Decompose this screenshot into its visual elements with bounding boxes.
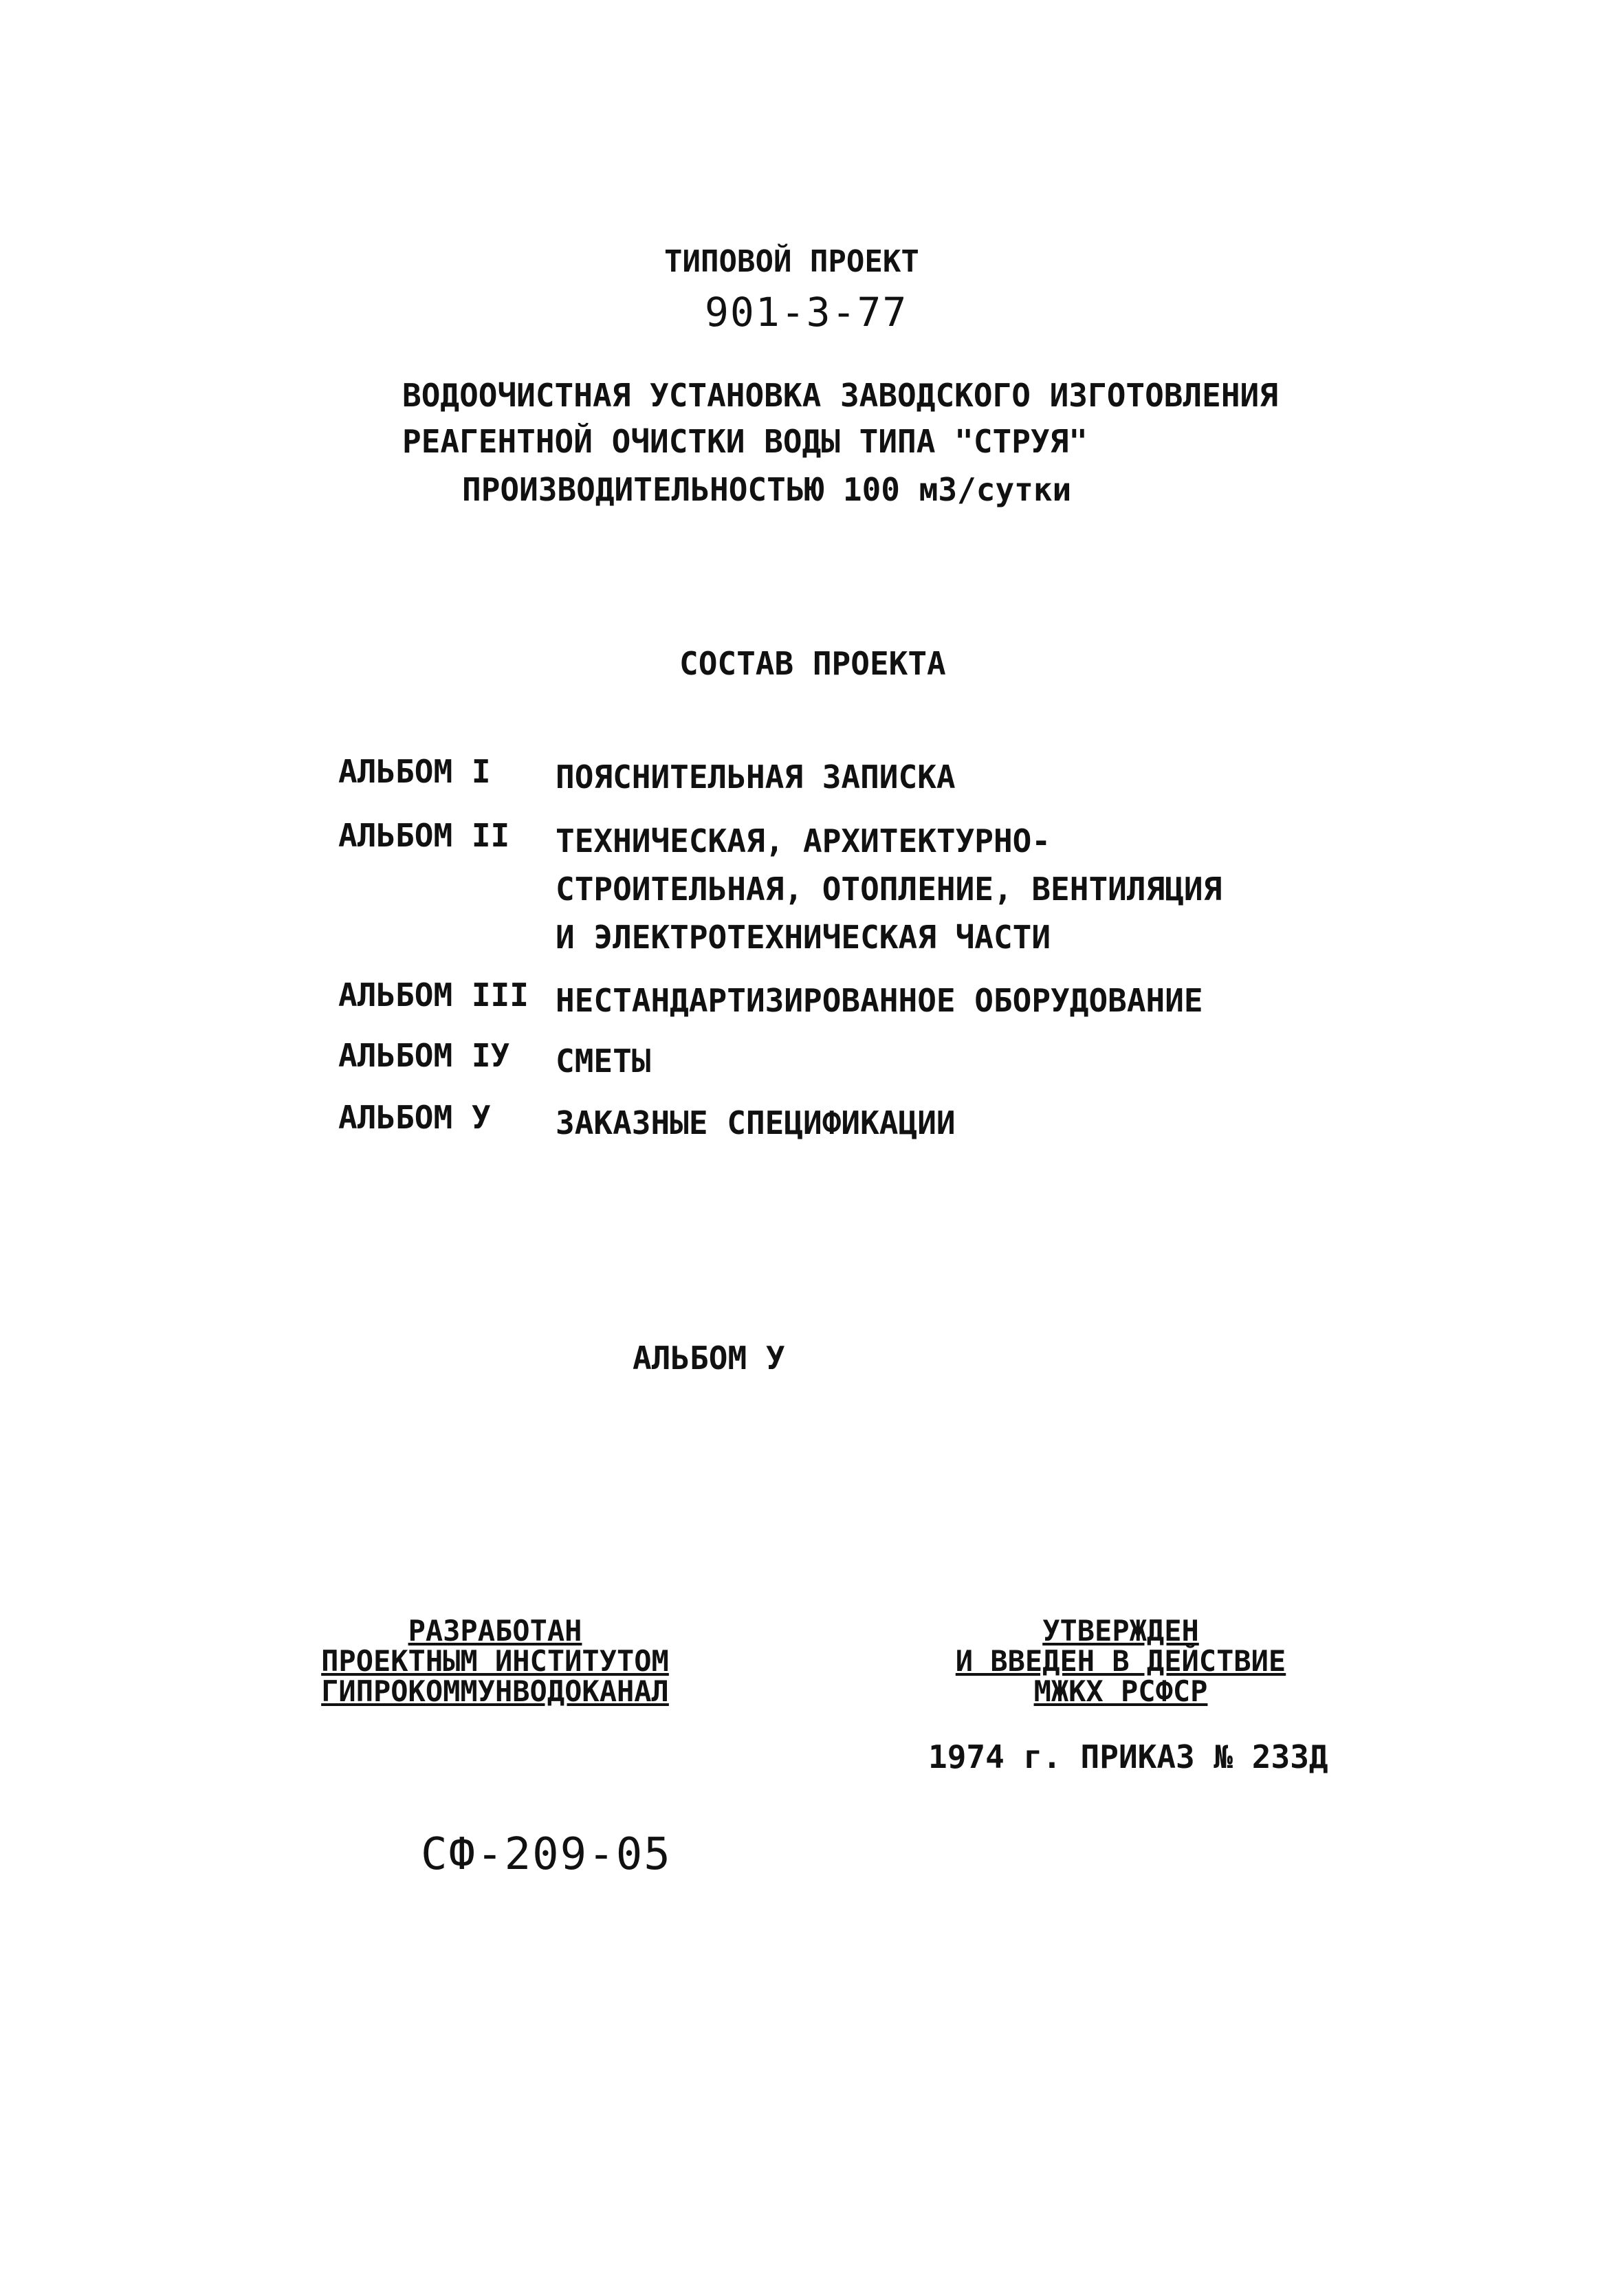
album-label: АЛЬБОМ У [338, 1099, 491, 1136]
composition-heading: СОСТАВ ПРОЕКТА [679, 645, 946, 682]
album-description: ЗАКАЗНЫЕ СПЕЦИФИКАЦИИ [556, 1104, 956, 1141]
album-description: ПОЯСНИТЕЛЬНАЯ ЗАПИСКА [556, 758, 956, 796]
album-label: АЛЬБОМ IУ [338, 1037, 510, 1074]
stamp-code: СФ-209-05 [421, 1829, 672, 1880]
title-line: ПРОИЗВОДИТЕЛЬНОСТЬЮ 100 м3/сутки [462, 471, 1072, 508]
album-label: АЛЬБОМ I [338, 753, 491, 790]
album-description: НЕСТАНДАРТИЗИРОВАННОЕ ОБОРУДОВАНИЕ [556, 982, 1203, 1019]
developed-by-block: РАЗРАБОТАН ПРОЕКТНЫМ ИНСТИТУТОМ ГИПРОКОММУНВОДОКАНАЛ [321, 1614, 669, 1708]
album-label: АЛЬБОМ II [338, 817, 510, 854]
title-line: ВОДООЧИСТНАЯ УСТАНОВКА ЗАВОДСКОГО ИЗГОТОВЛЕНИЯ [402, 377, 1278, 414]
approval-order: 1974 г. ПРИКАЗ № 23ЗД [928, 1738, 1328, 1775]
project-number: 901-3-77 [705, 289, 908, 336]
album-description: ТЕХНИЧЕСКАЯ, АРХИТЕКТУРНО- СТРОИТЕЛЬНАЯ, ОТОПЛЕНИЕ, ВЕНТИЛЯЦИЯ И ЭЛЕКТРОТЕХНИЧЕСКАЯ ЧАСТИ [556, 822, 1222, 956]
album-label: АЛЬБОМ III [338, 976, 529, 1014]
current-album: АЛЬБОМ У [633, 1340, 785, 1377]
album-description: СМЕТЫ [556, 1042, 651, 1080]
approved-block: УТВЕРЖДЕН И ВВЕДЕН В ДЕЙСТВИЕ МЖКХ РСФСР [955, 1614, 1286, 1708]
title-line: РЕАГЕНТНОЙ ОЧИСТКИ ВОДЫ ТИПА "СТРУЯ" [402, 423, 1088, 460]
project-type: ТИПОВОЙ ПРОЕКТ [664, 244, 919, 279]
